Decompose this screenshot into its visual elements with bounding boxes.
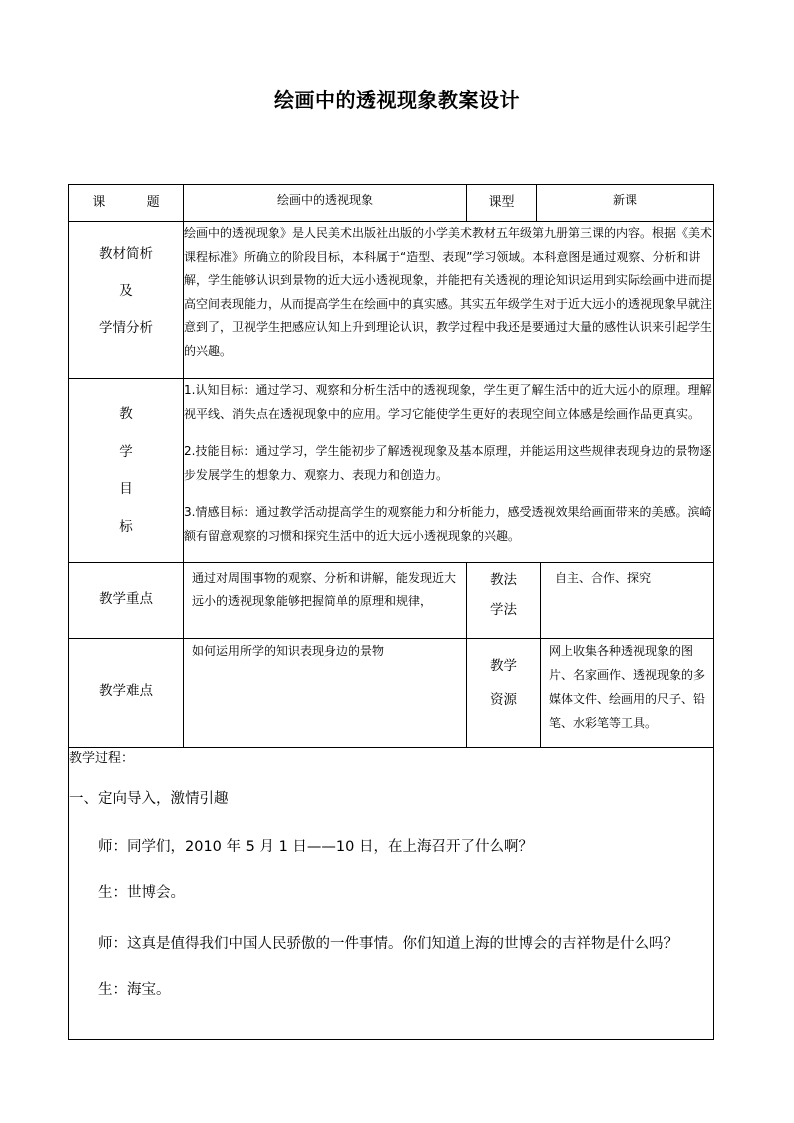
topic-label: 课 题 — [69, 185, 184, 222]
topic-value: 绘画中的透视现象 — [184, 185, 467, 222]
analysis-label-line3: 学情分析 — [99, 320, 153, 336]
teaching-process — [69, 748, 714, 1040]
method-label — [467, 563, 541, 639]
lesson-type-label: 课型 — [467, 185, 537, 222]
difficulty-row — [69, 639, 714, 748]
analysis-label-line1: 教材简析 — [99, 246, 153, 262]
process-section-1: 一、定向导入，激情引趣 — [69, 791, 229, 807]
dialogue-line-2: 生：世博会。 — [98, 885, 185, 901]
objectives-label — [69, 379, 184, 563]
dialogue-line-3: 师：这真是值得我们中国人民骄傲的一件事情。你们知道上海的世博会的吉祥物是什么吗？ — [98, 936, 678, 952]
key-point-row — [69, 563, 714, 639]
objective-affective: 3.情感目标：通过教学活动提高学生的观察能力和分析能力，感受透视效果给画面带来的美感。滨崎额有留意观察的习惯和探究生活中的近大远小透视现象的兴趣。 — [184, 505, 712, 543]
topic-row — [69, 185, 714, 222]
method-label-line2: 学法 — [490, 602, 517, 618]
objectives-list — [184, 379, 714, 563]
resource-label-line2: 资源 — [490, 692, 517, 708]
objectives-label-char-1: 教 — [119, 406, 133, 422]
dialogue-line-1: 师：同学们，2010 年 5 月 1 日——10 日，在上海召开了什么啊？ — [98, 839, 533, 855]
objective-skill: 2.技能目标：通过学习，学生能初步了解透视现象及基本原理，并能运用这些规律表现身边的景物逐步发展学生的想象力、观察力、表现力和创造力。 — [184, 444, 712, 482]
resource-label — [467, 639, 541, 748]
objective-cognitive: 1.认知目标：通过学习、观察和分析生活中的透视现象，学生更了解生活中的近大远小的原理。理解视平线、消失点在透视现象中的应用。学习它能使学生更好的表现空间立体感是绘画作品更真实。 — [184, 383, 712, 421]
lesson-type-value: 新课 — [537, 185, 714, 222]
resource-label-line1: 教学 — [490, 658, 517, 674]
analysis-row — [69, 222, 714, 379]
difficulty-text: 如何运用所学的知识表现身边的景物 — [184, 639, 467, 748]
lesson-plan-table — [68, 184, 714, 1040]
process-row — [69, 748, 714, 1040]
document-title: 绘画中的透视现象教案设计 — [274, 88, 520, 112]
key-point-text: 通过对周围事物的观察、分析和讲解，能发现近大远小的透视现象能够把握简单的原理和规律， — [184, 563, 467, 639]
objectives-label-char-3: 目 — [119, 481, 133, 497]
method-value: 自主、合作、探究 — [541, 563, 714, 639]
method-label-line1: 教法 — [490, 572, 517, 588]
dialogue-line-4: 生：海宝。 — [98, 982, 171, 998]
objectives-row — [69, 379, 714, 563]
process-heading: 教学过程： — [69, 751, 135, 766]
key-point-label: 教学重点 — [69, 563, 184, 639]
objectives-label-char-2: 学 — [119, 443, 133, 460]
analysis-text: 绘画中的透视现象》是人民美术出版社出版的小学美术教材五年级第九册第三课的内容。根据《美术课程标准》所确立的阶段目标，本科属于“造型、表现”学习领域。本科意图是通过观察、分析和讲解，学生能够认识到景物的近大远小透视现象，并能把有关透视的理论知识运用到实际绘画中进而提高空间表现能力，从而提高学生在绘画中的真实感。其实五年级学生对于近大远小的透视现象早就注意到了，卫视学生把感应认知上升到理论认识，教学过程中我还是要通过大量的感性认识来引起学生的兴趣。 — [184, 222, 714, 379]
difficulty-label: 教学难点 — [69, 639, 184, 748]
analysis-label — [69, 222, 184, 379]
objectives-label-char-4: 标 — [119, 518, 133, 535]
resource-value: 网上收集各种透视现象的图片、名家画作、透视现象的多媒体文件、绘画用的尺子、铅笔、水彩笔等工具。 — [541, 639, 714, 748]
analysis-label-line2: 及 — [119, 283, 133, 299]
